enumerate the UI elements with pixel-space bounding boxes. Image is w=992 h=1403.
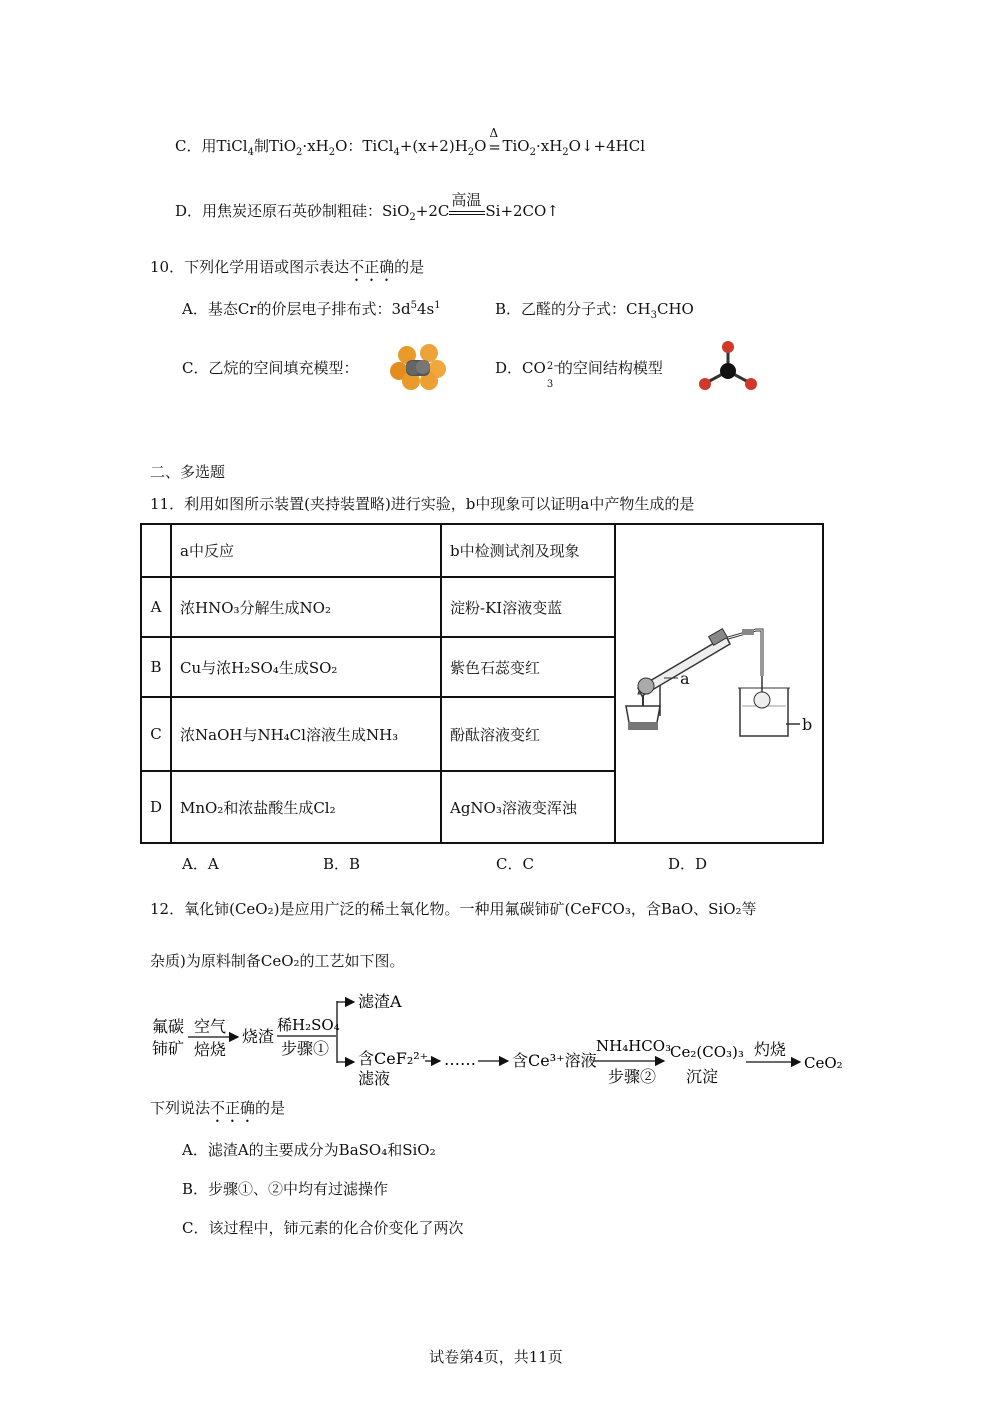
q12-ask: 下列说法不正确的是 <box>150 1099 286 1117</box>
table-row: D MnO₂和浓盐酸生成Cl₂ AgNO₃溶液变浑浊 <box>141 771 823 843</box>
ethane-space-filling-model-icon <box>389 343 449 393</box>
carbonate-ball-stick-model-icon <box>693 338 763 398</box>
q10-option-b: B．乙醛的分子式：$CH_3CHO$ <box>495 300 694 321</box>
calcine-label: 灼烧 <box>754 1040 787 1059</box>
apparatus-cell <box>615 524 823 843</box>
table-row: C 浓NaOH与NH₄Cl溶液生成NH₃ 酚酞溶液变红 <box>141 697 823 771</box>
q11-stem: 11．利用如图所示装置(夹持装置略)进行实验，b中现象可以证明a中产物生成的是 <box>150 495 695 513</box>
q12-option-a[interactable]: A．滤渣A的主要成分为BaSO₄和SiO₂ <box>182 1141 436 1159</box>
q11-option-d[interactable]: D．D <box>668 855 708 873</box>
step2-label: 步骤② <box>608 1067 657 1086</box>
q12-option-b[interactable]: B．步骤①、②中均有过滤操作 <box>182 1180 389 1198</box>
filtrate-ion-label: 含CeF₂²⁺ <box>358 1049 429 1068</box>
ellipsis: …… <box>444 1050 476 1069</box>
q11-option-b[interactable]: B．B <box>323 855 361 873</box>
filtrate-label: 滤液 <box>358 1069 391 1088</box>
q10-option-c: C．乙烷的空间填充模型： <box>182 359 359 377</box>
air-label: 空气 <box>194 1017 227 1036</box>
precipitate-label: 沉淀 <box>686 1067 719 1086</box>
q9-option-c: C．用TiCl$_4$制$TiO_2\cdot xH_2O$：$TiCl_4+(x+2)H_2O$ Δ = $TiO_2\cdot xH_2O↓+4HCl$ <box>175 126 645 158</box>
reagent-label: NH₄HCO₃ <box>596 1037 672 1055</box>
q10-option-d: D．CO 2− 3 的空间结构模型 <box>495 359 663 390</box>
table-row: B Cu与浓H₂SO₄生成SO₂ 紫色石蕊变红 <box>141 637 823 697</box>
ore-label-2: 铈矿 <box>152 1039 185 1058</box>
header-b: b中检测试剂及现象 <box>441 524 615 577</box>
acid-label: 稀H₂SO₄ <box>277 1016 340 1034</box>
q12-stem-1: 12．氧化铈(CeO₂)是应用广泛的稀土氧化物。一种用氟碳铈矿(CeFCO₃，含BaO、SiO₂等 <box>150 900 757 918</box>
carbonate-label: Ce₂(CO₃)₃ <box>670 1043 744 1061</box>
equals-condition: Δ = <box>488 126 501 156</box>
step1-label: 步骤① <box>281 1039 330 1058</box>
q12-stem-2: 杂质)为原料制备CeO₂的工艺如下图。 <box>150 952 405 970</box>
label-b: b <box>802 714 813 734</box>
q11-table <box>140 523 824 844</box>
q11-option-c[interactable]: C．C <box>496 855 534 873</box>
q12-option-c[interactable]: C．该过程中，铈元素的化合价变化了两次 <box>182 1219 464 1237</box>
q9-option-d: D．用焦炭还原石英砂制粗硅：SiO$_2$+2C 高温 Si+2CO↑ <box>175 191 559 223</box>
q10-option-a: A．基态Cr的价层电子排布式：$3d^54s^1$ <box>182 300 441 318</box>
ce3-solution-label: 含Ce³⁺溶液 <box>512 1051 597 1070</box>
roast-label: 焙烧 <box>194 1040 227 1059</box>
process-flow-diagram <box>140 985 860 1095</box>
q11-option-a[interactable]: A．A <box>182 855 219 873</box>
table-row: A 浓HNO₃分解生成NO₂ 淀粉-KI溶液变蓝 <box>141 577 823 637</box>
page-footer: 试卷第4页，共11页 <box>429 1348 563 1366</box>
label-a: a <box>680 668 690 688</box>
section-title: 二、多选题 <box>150 463 226 481</box>
ore-label-1: 氟碳 <box>152 1017 185 1036</box>
product-label: CeO₂ <box>804 1054 843 1072</box>
header-a: a中反应 <box>171 524 441 577</box>
slag-label: 烧渣 <box>242 1027 275 1046</box>
q10-stem: 10．下列化学用语或图示表达不正确的是 <box>150 258 425 276</box>
residue-a-label: 滤渣A <box>358 992 402 1011</box>
apparatus-diagram <box>616 526 822 842</box>
high-temp-condition: 高温 <box>449 209 485 215</box>
